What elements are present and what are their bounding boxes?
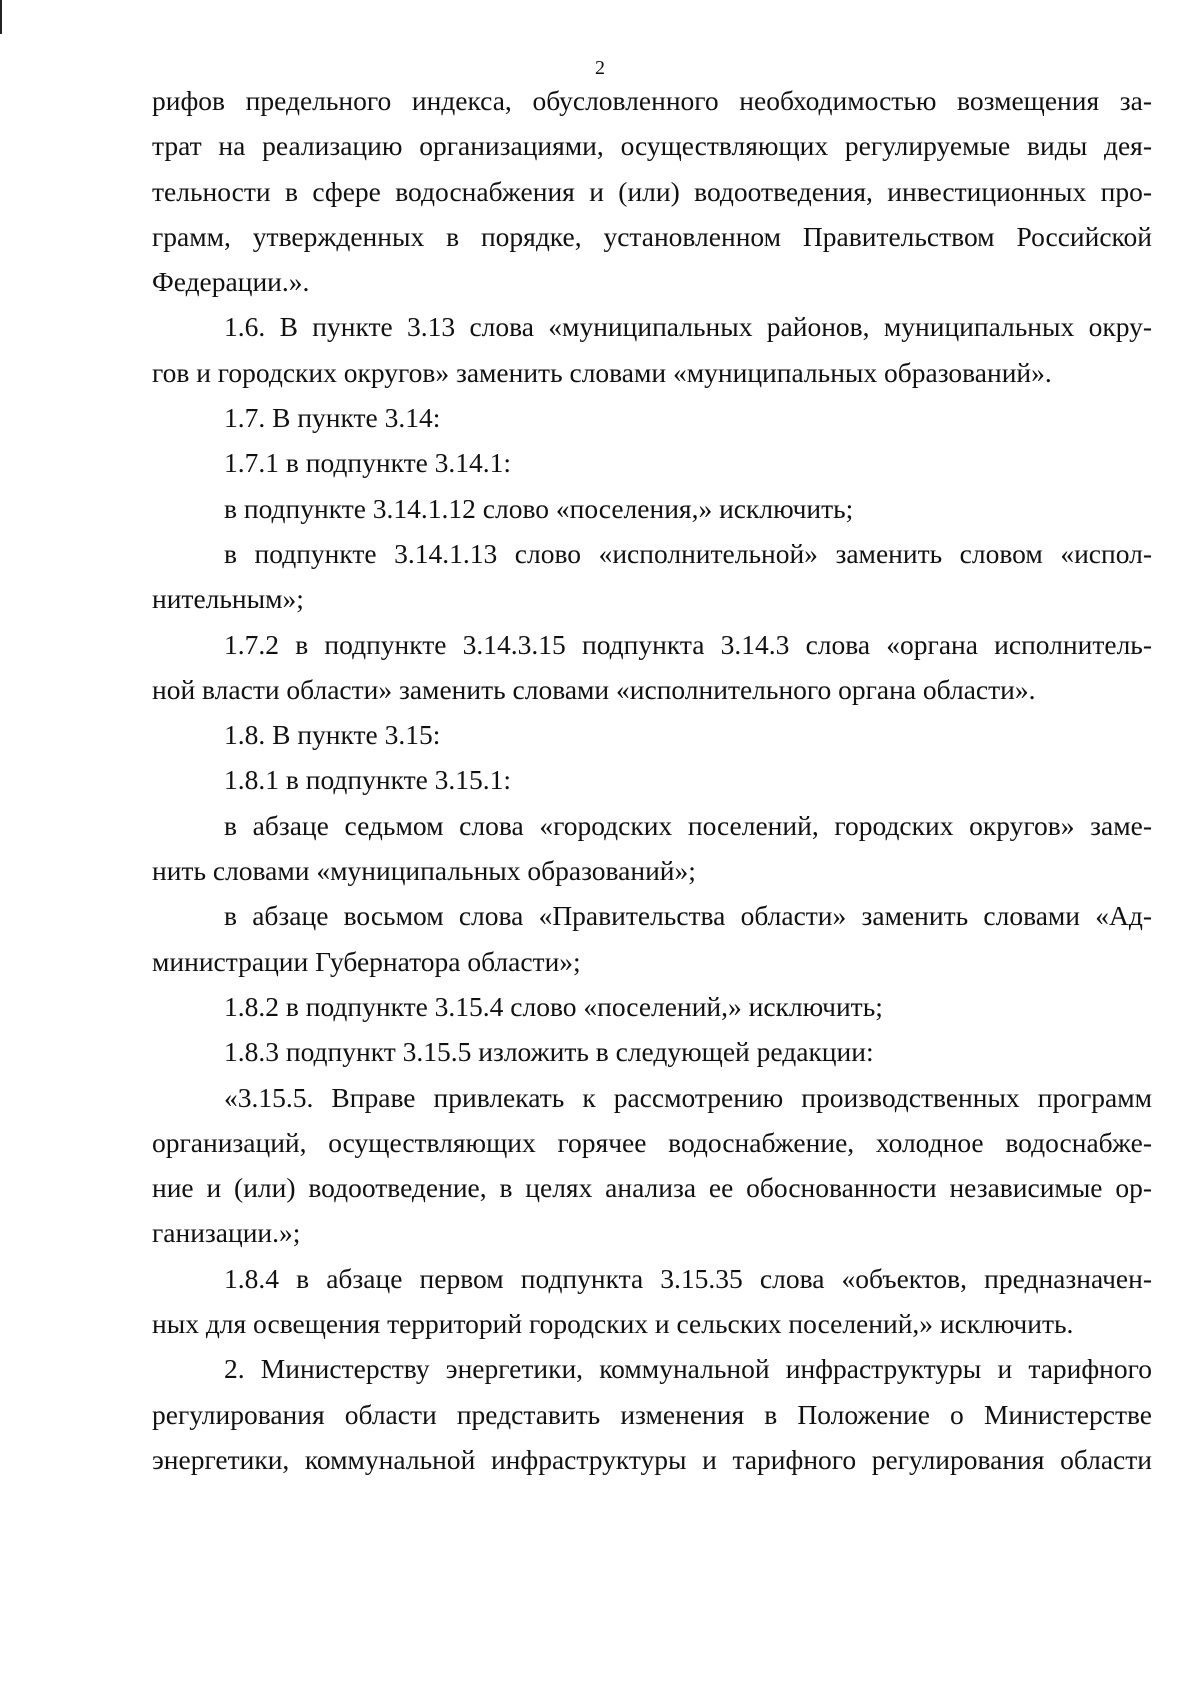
text-line: нить словами «муниципальных образований»; bbox=[152, 855, 696, 887]
page-number: 2 bbox=[595, 57, 605, 79]
document-body bbox=[152, 78, 1152, 1482]
text-line: ной власти области» заменить словами «исполнительного органа области». bbox=[152, 673, 1036, 705]
text-line: Федерации.». bbox=[152, 266, 310, 298]
text-line: ганизации.»; bbox=[152, 1217, 301, 1249]
scan-edge-mark bbox=[0, 0, 2, 34]
text-line: 1.8.4 в абзаце первом подпункта 3.15.35 слова «объектов, предназначен- bbox=[224, 1262, 1152, 1294]
text-line: организаций, осуществляющих горячее водоснабжение, холодное водоснабже- bbox=[152, 1126, 1152, 1158]
text-line: регулирования области представить изменения в Положение о Министерстве bbox=[152, 1398, 1152, 1430]
text-line: нительным»; bbox=[152, 583, 304, 615]
text-line: 1.8. В пункте 3.15: bbox=[224, 719, 441, 751]
text-line: рифов предельного индекса, обусловленного необходимостью возмещения за- bbox=[152, 85, 1152, 116]
text-line: ных для освещения территорий городских и сельских поселений,» исключить. bbox=[152, 1308, 1074, 1340]
text-line: 1.7.2 в подпункте 3.14.3.15 подпункта 3.14.3 слова «органа исполнитель- bbox=[224, 628, 1152, 660]
text-line: тельности в сфере водоснабжения и (или) водоотведения, инвестиционных про- bbox=[152, 175, 1152, 207]
text-line: 1.7.1 в подпункте 3.14.1: bbox=[224, 447, 512, 479]
text-line: 1.8.1 в подпункте 3.15.1: bbox=[224, 764, 512, 796]
text-line: «3.15.5. Вправе привлекать к рассмотрению производственных программ bbox=[224, 1081, 1152, 1113]
text-line: в абзаце седьмом слова «городских поселений, городских округов» заме- bbox=[224, 809, 1152, 841]
text-line: 1.8.2 в подпункте 3.15.4 слово «поселений,» исключить; bbox=[224, 990, 883, 1022]
text-line: гов и городских округов» заменить словами «муниципальных образований». bbox=[152, 356, 1052, 388]
text-line: в подпункте 3.14.1.12 слово «поселения,» исключить; bbox=[224, 492, 854, 524]
text-line: 1.8.3 подпункт 3.15.5 изложить в следующей редакции: bbox=[224, 1036, 874, 1068]
text-line: 1.7. В пункте 3.14: bbox=[224, 402, 441, 434]
text-line: трат на реализацию организациями, осуществляющих регулируемые виды дея- bbox=[152, 130, 1152, 162]
text-line: энергетики, коммунальной инфраструктуры и тарифного регулирования области bbox=[152, 1443, 1152, 1475]
text-line: министрации Губернатора области»; bbox=[152, 945, 581, 977]
text-line: ние и (или) водоотведение, в целях анализа ее обоснованности независимые ор- bbox=[152, 1172, 1152, 1204]
text-line: 1.6. В пункте 3.13 слова «муниципальных районов, муниципальных окру- bbox=[224, 311, 1152, 343]
text-line: в подпункте 3.14.1.13 слово «исполнительной» заменить словом «испол- bbox=[224, 537, 1152, 569]
text-line: 2. Министерству энергетики, коммунальной инфраструктуры и тарифного bbox=[224, 1353, 1152, 1385]
text-line: грамм, утвержденных в порядке, установленном Правительством Российской bbox=[152, 220, 1152, 252]
text-line: в абзаце восьмом слова «Правительства области» заменить словами «Ад- bbox=[224, 900, 1152, 932]
